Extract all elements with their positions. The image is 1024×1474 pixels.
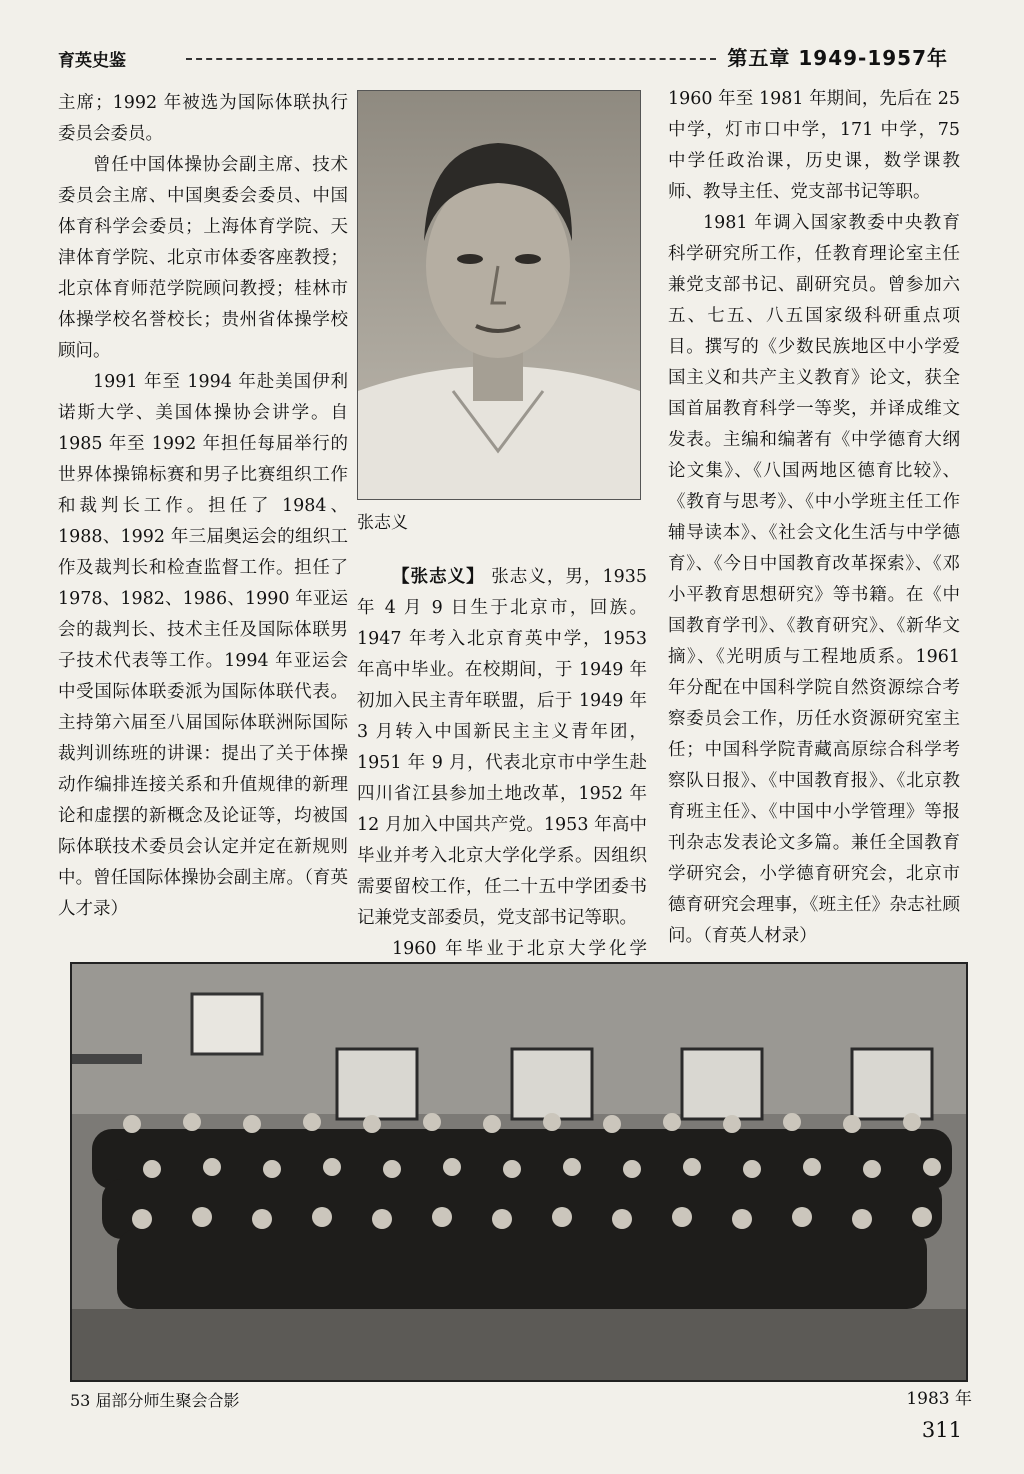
middle-column bbox=[357, 562, 647, 996]
biography-name-heading: 【张志义】 bbox=[392, 567, 485, 587]
left-column bbox=[58, 88, 348, 925]
group-photo bbox=[70, 962, 968, 1382]
biography-paragraph-2: 1960 年毕业于北京大学化学 bbox=[392, 939, 647, 959]
biography-paragraph-1 bbox=[357, 562, 647, 934]
group-photo-year: 1983 年 bbox=[906, 1389, 972, 1409]
right-paragraph-2: 1981 年调入国家教委中央教育科学研究所工作，任教育理论室主任兼党支部书记、副研究员。曾参加六五、七五、八五国家级科研重点项目。撰写的《少数民族地区中小学爱国主义和共产主义教育》论文，获全国首届教育科学一等奖，并译成维文发表。主编和编著有《中学德育大纲论文集》、《八国两地区德育比较》、《教育与思考》、《中小学班主任工作辅导读本》、《社会文化生活与中学德育》、《今日中国教育改革探索》、《邓小平教育思想研究》等书籍。在《中国教育学刊》、《教育研究》、《新华文摘》、《光明质与工程地质系。1961 年分配在中国科学院自然资源综合考察委员会工作，历任水资源研究室主任；中国科学院青藏高原综合科学考察队日报》、《中国教育报》、《北京教育班主任》、《中国中小学管理》等报刊杂志发表论文多篇。兼任全国教育学研究会，小学德育研究会，北京市德育研究会理事，《班主任》杂志社顾问。（育英人材录） bbox=[668, 213, 960, 946]
book-title: 育英史鉴 bbox=[58, 51, 126, 71]
right-paragraph-1: 1960 年至 1981 年期间，先后在 25 中学，灯市口中学，171 中学，75 中学任政治课，历史课，数学课教师、教导主任、党支部书记等职。 bbox=[668, 89, 960, 202]
chapter-title: 第五章 1949-1957年 bbox=[727, 46, 948, 70]
portrait-image bbox=[358, 91, 640, 499]
biography-text: 张志义，男，1935 年 4 月 9 日生于北京市，回族。1947 年考入北京育英中学，1953 年高中毕业。在校期间，于 1949 年初加入民主青年联盟，后于 1949 年 3 月转入中国新民主主义青年团，1951 年 9 月，代表北京市中学生赴四川省江县参加土地改革，1952 年 12 月加入中国共产党。1953 年高中毕业并考入北京大学化学系。因组织需要留校工作，任二十五中学团委书记兼党支部委员，党支部书记等职。 bbox=[357, 567, 647, 928]
portrait-caption: 张志义 bbox=[357, 513, 408, 533]
right-column bbox=[668, 84, 960, 952]
header-dashed-rule bbox=[186, 58, 716, 60]
portrait-photo bbox=[357, 90, 641, 500]
page-number: 311 bbox=[921, 1418, 962, 1442]
left-paragraph-1: 主席；1992 年被选为国际体联执行委员会委员。 bbox=[58, 93, 348, 144]
group-photo-image bbox=[72, 964, 966, 1380]
left-paragraph-2: 曾任中国体操协会副主席、技术委员会主席、中国奥委会委员、中国体育科学会委员；上海体育学院、天津体育学院、北京市体委客座教授；北京体育师范学院顾问教授；桂林市体操学校名誉校长；贵州省体操学校顾问。 bbox=[58, 155, 348, 361]
group-photo-caption: 53 届部分师生聚会合影 bbox=[70, 1391, 240, 1410]
page-header bbox=[58, 42, 948, 72]
left-paragraph-3: 1991 年至 1994 年赴美国伊利诺斯大学、美国体操协会讲学。自 1985 年至 1992 年担任每届举行的世界体操锦标赛和男子比赛组织工作和裁判长工作。担任了 1984、1988、1992 年三届奥运会的组织工作及裁判长和检查监督工作。担任了 1978、1982、1986、1990 年亚运会的裁判长、技术主任及国际体联男子技术代表等工作。1994 年亚运会中受国际体联委派为国际体联代表。主持第六届至八届国际体联洲际国际裁判训练班的讲课：提出了关于体操动作编排连接关系和升值规律的新理论和虚摆的新概念及论证等，均被国际体联技术委员会认定并定在新规则中。曾任国际体操协会副主席。（育英人才录） bbox=[58, 372, 348, 919]
